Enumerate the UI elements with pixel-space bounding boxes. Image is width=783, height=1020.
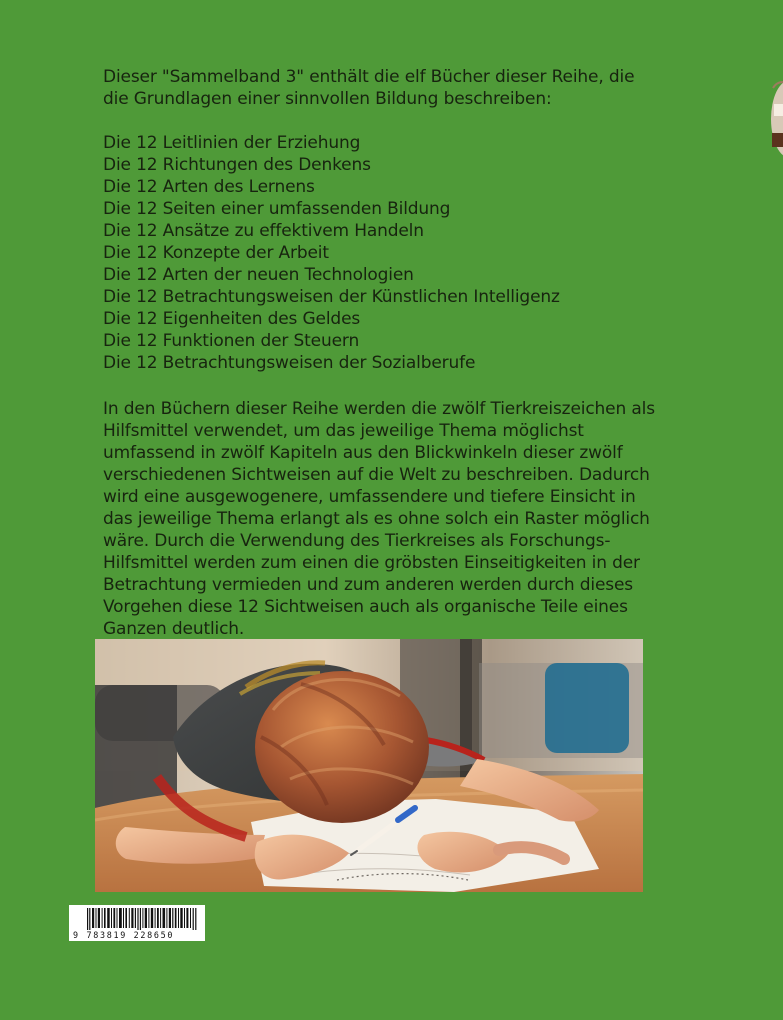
description-paragraph: In den Büchern dieser Reihe werden die zwölf Tierkreiszeichen als Hilfsmittel verwendet, um das jeweilige Thema möglichst umfassend in zwölf Kapiteln aus den Blickwinkeln dieser zwölf verschiedenen Sichtweisen auf die Welt zu beschreiben. Dadurch wird eine ausgewogenere, umfassendere und tiefere Einsicht in das jeweilige Thema erlangt als es ohne solch ein Raster möglich wäre. Durch die Verwendung des Tierkreises als Forschungs-Hilfsmittel werden zum einen die gröbsten Einseitigkeiten in der Betrachtung vermieden und zum anderen werden durch dieses Vorgehen diese 12 Sichtweisen auch als organische Teile eines Ganzen deutlich. [103,399,655,639]
book-list [103,132,663,374]
student-photo-illustration [95,639,643,892]
book-title: Die 12 Konzepte der Arbeit [103,243,329,263]
intro-text: Dieser "Sammelband 3" enthält die elf Bücher dieser Reihe, die die Grundlagen einer sinnvollen Bildung beschreiben: [103,67,635,109]
book-title: Die 12 Ansätze zu effektivem Handeln [103,221,424,241]
barcode-bars [87,908,199,930]
book-title: Die 12 Betrachtungsweisen der Künstlichen Intelligenz [103,287,560,307]
book-title: Die 12 Arten der neuen Technologien [103,265,414,285]
book-title: Die 12 Richtungen des Denkens [103,155,371,175]
student-photo [95,639,643,892]
book-title: Die 12 Seiten einer umfassenden Bildung [103,199,451,219]
book-title: Die 12 Leitlinien der Erziehung [103,133,361,153]
edge-book-thumbnail [769,78,783,160]
barcode [69,905,205,941]
barcode-number: 9 783819 228650 [73,930,175,940]
book-title: Die 12 Arten des Lernens [103,177,315,197]
book-title: Die 12 Eigenheiten des Geldes [103,309,361,329]
book-title: Die 12 Betrachtungsweisen der Sozialberufe [103,353,476,373]
book-title: Die 12 Funktionen der Steuern [103,331,360,351]
